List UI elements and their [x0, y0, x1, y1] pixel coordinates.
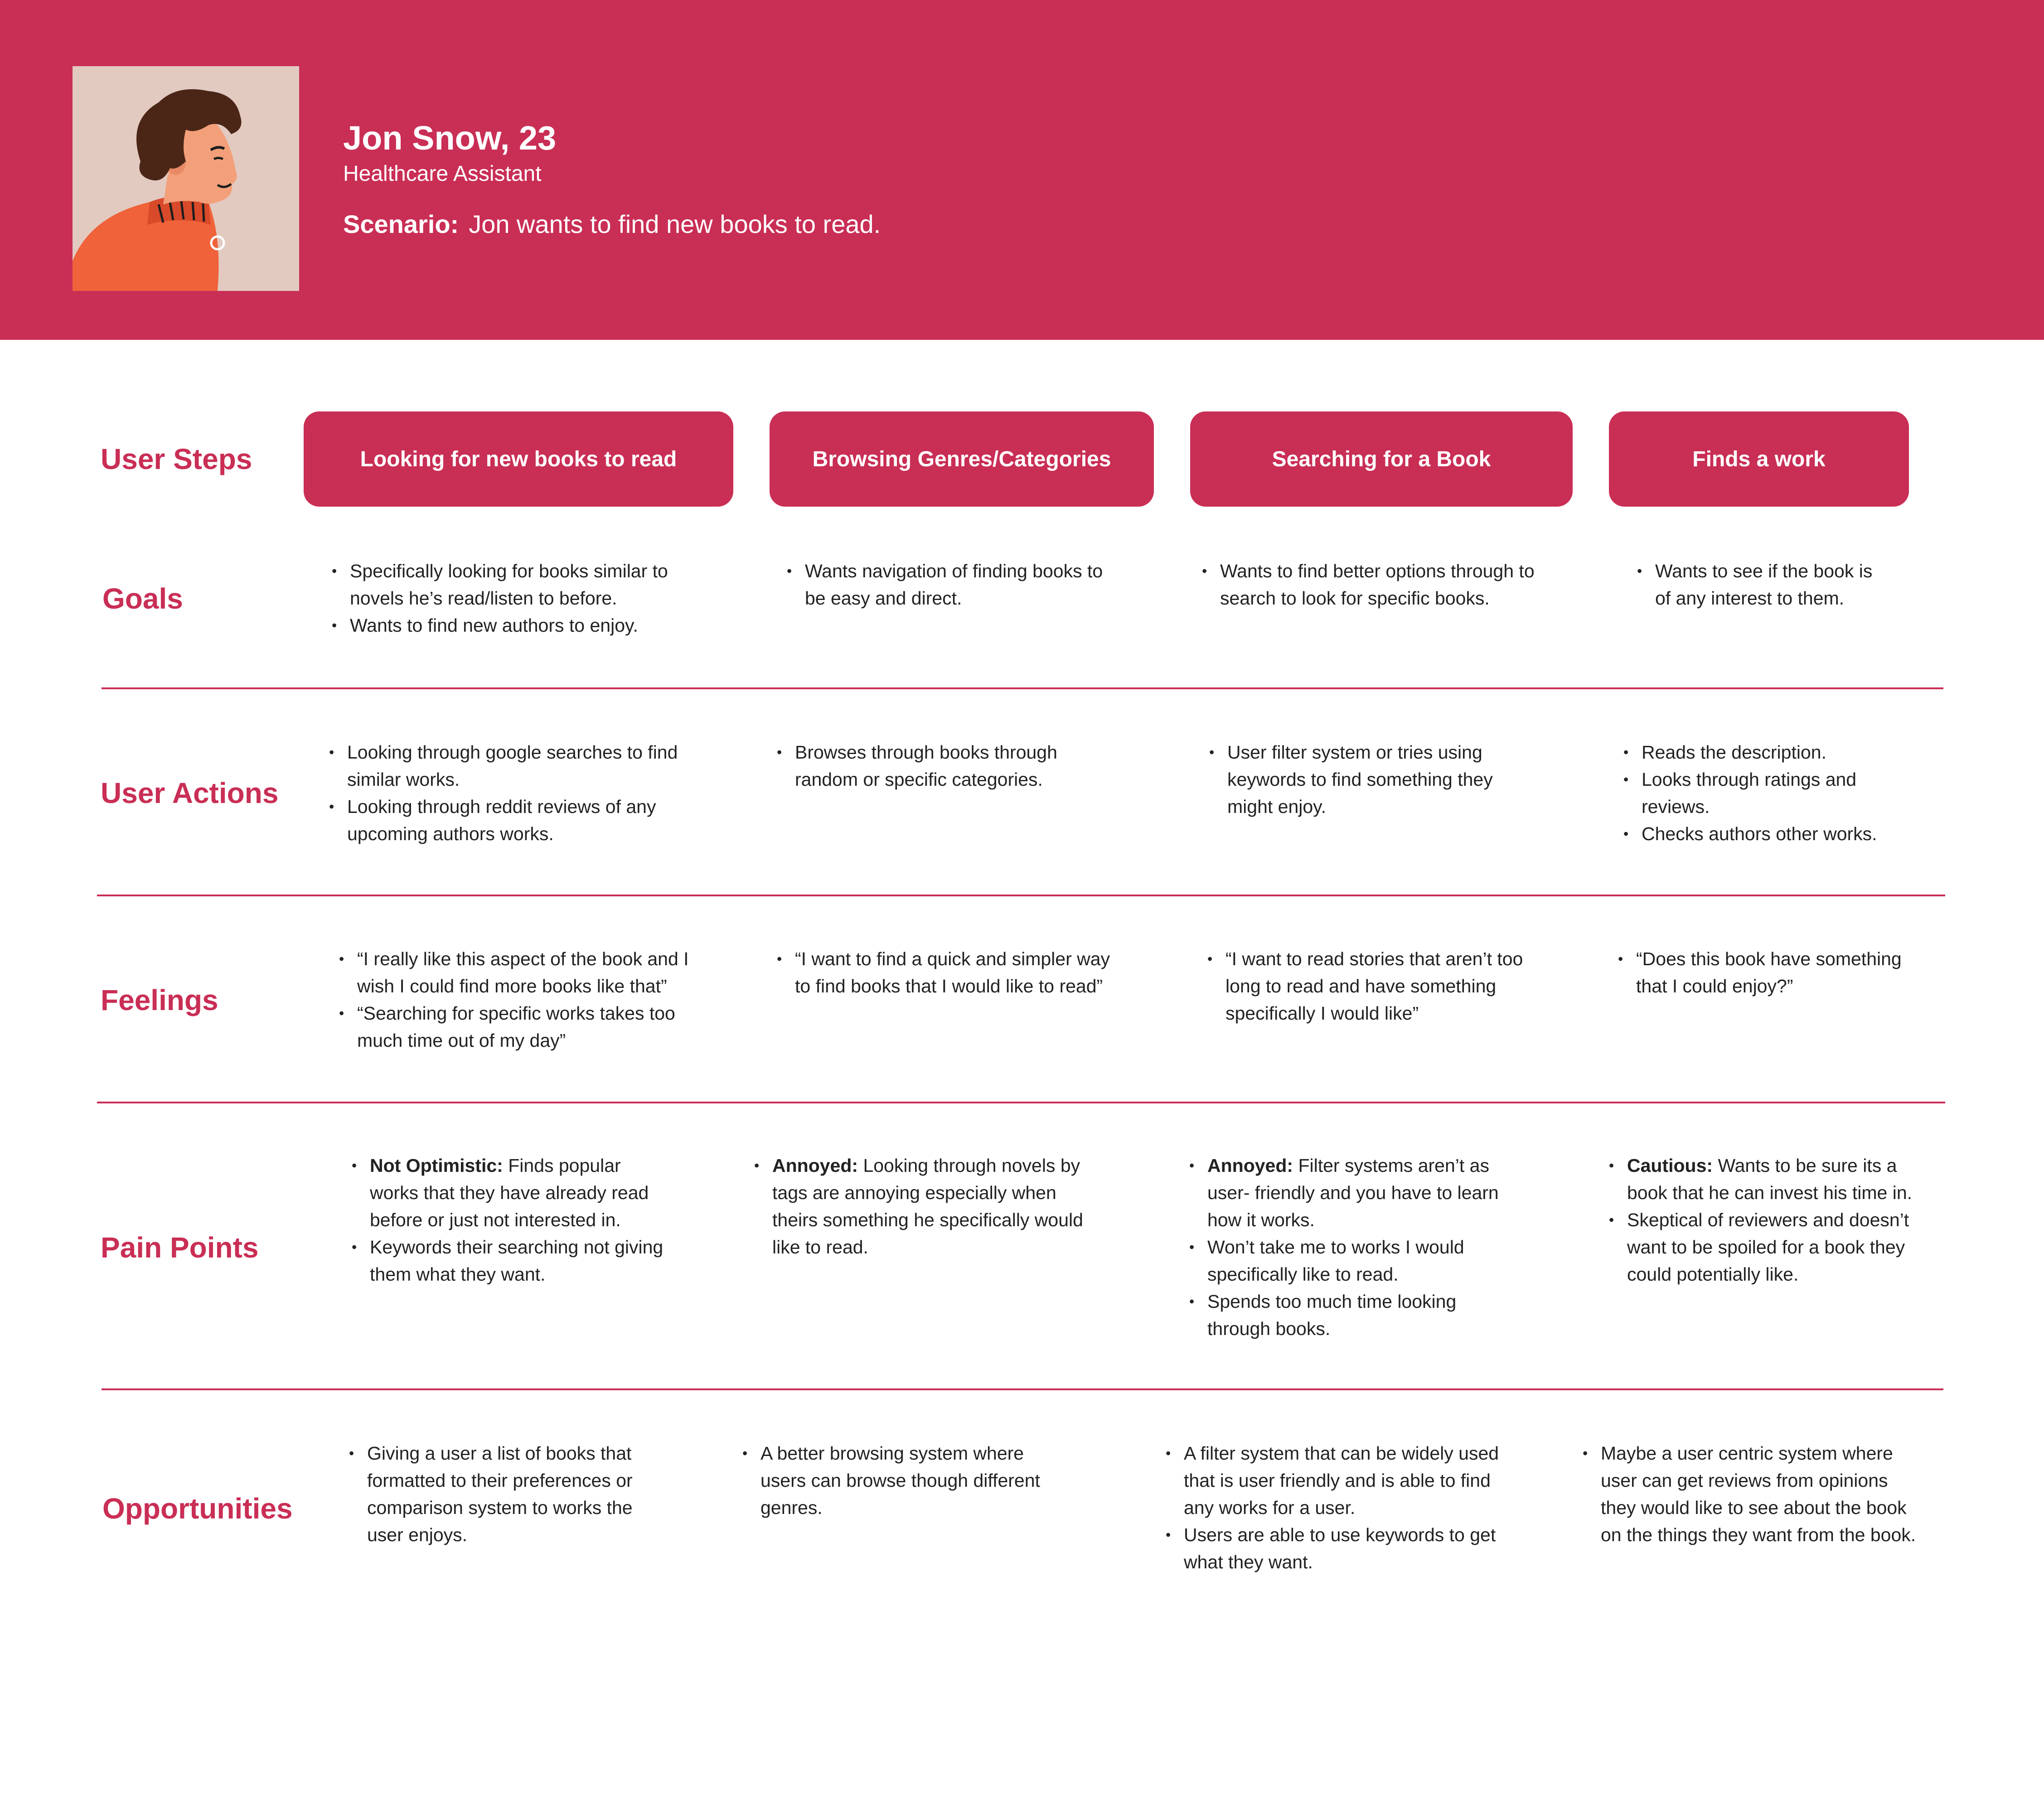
- scenario-text: Jon wants to find new books to read.: [469, 210, 881, 238]
- list-item: • Wants to see if the book is of any interest to them.: [1637, 557, 1891, 612]
- list-item: • “I really like this aspect of the book and I wish I could find more books like that”: [339, 945, 702, 1000]
- list-item: • “I want to find a quick and simpler way to find books that I would like to read”: [777, 945, 1121, 1000]
- row-label-feelings: Feelings: [101, 984, 218, 1016]
- row-label-user-steps: User Steps: [101, 443, 252, 475]
- scenario: [343, 209, 881, 239]
- row-label-goals: Goals: [102, 582, 183, 615]
- feelings-cell: [339, 945, 702, 1054]
- scenario-label: Scenario:: [343, 210, 459, 238]
- opportunities-cell: [1583, 1440, 1927, 1548]
- feelings-cell: [1207, 945, 1543, 1027]
- list-item: • Maybe a user centric system where user can get reviews from opinions they would like to see about the book on the things they want from the book.: [1583, 1440, 1927, 1548]
- list-item: • Reads the description.: [1623, 739, 1923, 766]
- list-item: • Annoyed: Looking through novels by tags are annoying especially when theirs something he specifically would like to read.: [754, 1152, 1103, 1261]
- step-finds-a-work[interactable]: Finds a work: [1609, 411, 1909, 507]
- list-item: • Checks authors other works.: [1623, 820, 1923, 847]
- pain-points-cell: [352, 1152, 669, 1288]
- divider: [97, 1102, 1945, 1103]
- list-item: • “Searching for specific works takes too much time out of my day”: [339, 1000, 702, 1054]
- list-item: • Cautious: Wants to be sure its a book that he can invest his time in.: [1609, 1152, 1926, 1206]
- list-item: • Looking through reddit reviews of any upcoming authors works.: [329, 793, 696, 847]
- persona-role: Healthcare Assistant: [343, 162, 542, 186]
- opportunities-cell: [742, 1440, 1060, 1521]
- list-item: • Annoyed: Filter systems aren’t as user- friendly and you have to learn how it works.: [1189, 1152, 1506, 1233]
- step-browsing-genres[interactable]: Browsing Genres/Categories: [770, 411, 1154, 507]
- list-item: • Looks through ratings and reviews.: [1623, 766, 1923, 820]
- list-item: • User filter system or tries using keywords to find something they might enjoy.: [1209, 739, 1526, 820]
- user-actions-cell: [1623, 739, 1923, 847]
- list-item: • Wants to find better options through to search to look for specific books.: [1202, 557, 1546, 612]
- list-item: • Wants to find new authors to enjoy.: [332, 612, 694, 639]
- user-actions-cell: [1209, 739, 1526, 820]
- pain-points-cell: [1609, 1152, 1926, 1288]
- feelings-cell: [1618, 945, 1935, 1000]
- feelings-cell: [777, 945, 1121, 1000]
- pain-points-cell: [1189, 1152, 1506, 1342]
- person-profile-illustration-icon: [73, 66, 299, 291]
- list-item: • “I want to read stories that aren’t too long to read and have something specifically I would like”: [1207, 945, 1543, 1027]
- list-item: • Browses through books through random or specific categories.: [777, 739, 1103, 793]
- list-item: • Giving a user a list of books that formatted to their preferences or comparison system to works the user enjoys.: [349, 1440, 666, 1548]
- divider: [102, 687, 1943, 689]
- list-item: • “Does this book have something that I could enjoy?”: [1618, 945, 1935, 1000]
- user-actions-cell: [777, 739, 1103, 793]
- list-item: • Wants navigation of finding books to be easy and direct.: [787, 557, 1113, 612]
- persona-name: Jon Snow, 23: [343, 119, 557, 157]
- row-label-user-actions: User Actions: [101, 777, 279, 809]
- list-item: • Specifically looking for books similar to novels he’s read/listen to before.: [332, 557, 694, 612]
- list-item: • Skeptical of reviewers and doesn’t want to be spoiled for a book they could potentially like.: [1609, 1206, 1926, 1288]
- divider: [97, 895, 1945, 896]
- opportunities-cell: [1166, 1440, 1510, 1576]
- pain-points-cell: [754, 1152, 1103, 1261]
- list-item: • Won’t take me to works I would specifically like to read.: [1189, 1233, 1506, 1288]
- goals-cell: [332, 557, 694, 639]
- step-searching-for-book[interactable]: Searching for a Book: [1190, 411, 1573, 507]
- goals-cell: [787, 557, 1113, 612]
- list-item: • Keywords their searching not giving them what they want.: [352, 1233, 669, 1288]
- goals-cell: [1202, 557, 1546, 612]
- list-item: • Not Optimistic: Finds popular works that they have already read before or just not interested in.: [352, 1152, 669, 1233]
- row-label-opportunities: Opportunities: [102, 1492, 293, 1525]
- persona-header: [0, 0, 2044, 340]
- list-item: • A filter system that can be widely used that is user friendly and is able to find any works for a user.: [1166, 1440, 1510, 1521]
- goals-cell: [1637, 557, 1891, 612]
- list-item: • Spends too much time looking through books.: [1189, 1288, 1506, 1342]
- step-looking-for-books[interactable]: Looking for new books to read: [304, 411, 733, 507]
- list-item: • Users are able to use keywords to get what they want.: [1166, 1521, 1510, 1576]
- row-label-pain-points: Pain Points: [101, 1231, 259, 1264]
- opportunities-cell: [349, 1440, 666, 1548]
- list-item: • A better browsing system where users can browse though different genres.: [742, 1440, 1060, 1521]
- avatar: [73, 66, 299, 291]
- user-actions-cell: [329, 739, 696, 847]
- list-item: • Looking through google searches to find similar works.: [329, 739, 696, 793]
- divider: [102, 1388, 1943, 1390]
